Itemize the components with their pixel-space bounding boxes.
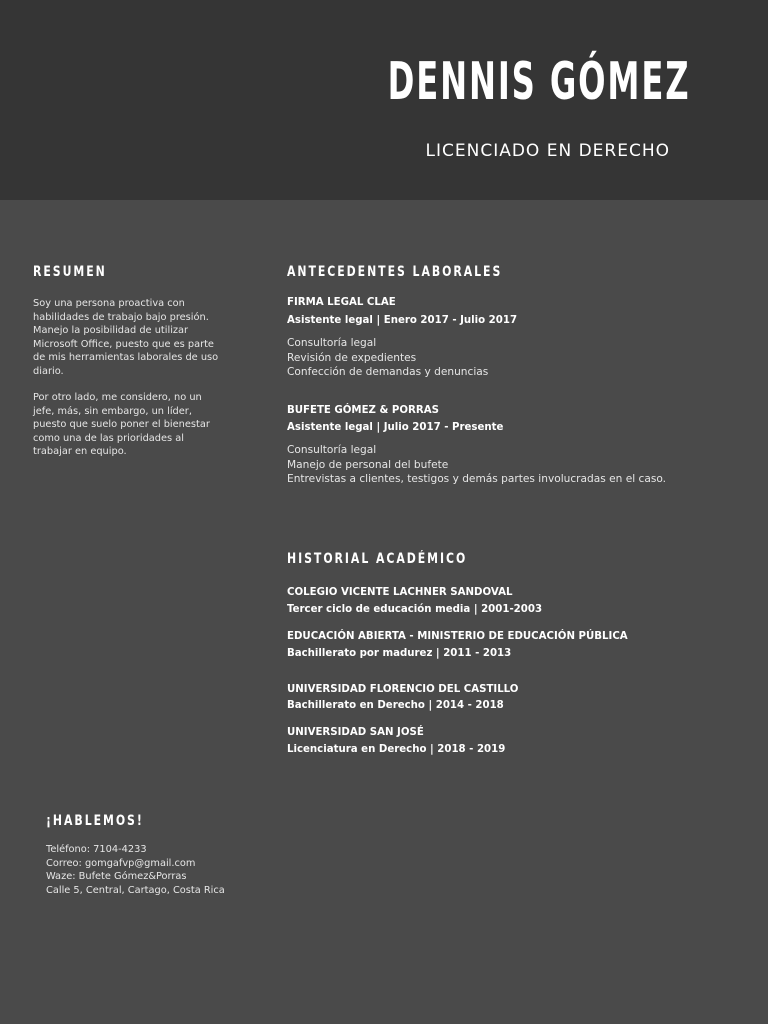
contact-waze: Waze: Bufete Gómez&Porras [46, 871, 187, 883]
job-2-duty: Entrevistas a clientes, testigos y demás partes involucradas en el caso. [287, 473, 667, 486]
academico-heading: HISTORIAL ACADÉMICO [287, 551, 468, 567]
job-2-org: BUFETE GÓMEZ & PORRAS [287, 405, 439, 416]
job-2-duties [287, 443, 666, 487]
edu-4-degree: Licenciatura en Derecho | 2018 - 2019 [287, 744, 506, 755]
candidate-title: LICENCIADO EN DERECHO [425, 141, 670, 161]
job-1-duty: Consultoría legal [287, 337, 377, 349]
contact-email: Correo: gomgafvp@gmail.com [46, 857, 196, 869]
candidate-name: DENNIS GÓMEZ [387, 52, 690, 112]
job-1-org: FIRMA LEGAL CLAE [287, 297, 396, 308]
job-1-role: Asistente legal | Enero 2017 - Julio 2017 [287, 315, 518, 326]
job-1-duty: Revisión de expedientes [287, 351, 417, 364]
job-1-duties [287, 336, 488, 380]
laborales-heading: ANTECEDENTES LABORALES [287, 264, 503, 280]
resumen-paragraph-2: Por otro lado, me considero, no un jefe, más, sin embargo, un líder, puesto que suelo poner el bienestar como una de las prioridades al trabajar en equipo. [33, 392, 210, 458]
resumen-heading: RESUMEN [33, 264, 107, 280]
edu-2-org: EDUCACIÓN ABIERTA - MINISTERIO DE EDUCACIÓN PÚBLICA [287, 631, 628, 642]
resumen-paragraph-1: Soy una persona proactiva con habilidades de trabajo bajo presión. Manejo la posibilidad de utilizar Microsoft Office, puesto que es parte de mis herramientas laborales de uso diario. [33, 298, 219, 377]
edu-2-degree: Bachillerato por madurez | 2011 - 2013 [287, 648, 512, 659]
edu-1-org: COLEGIO VICENTE LACHNER SANDOVAL [287, 587, 513, 598]
edu-3-org: UNIVERSIDAD FLORENCIO DEL CASTILLO [287, 684, 519, 695]
contact-phone: Teléfono: 7104-4233 [46, 844, 147, 855]
contacto-heading: ¡HABLEMOS! [46, 813, 144, 829]
contact-address: Calle 5, Central, Cartago, Costa Rica [46, 884, 225, 896]
edu-1-degree: Tercer ciclo de educación media | 2001-2003 [287, 604, 543, 615]
job-2-duty: Consultoría legal [287, 444, 377, 456]
contact-info [46, 843, 225, 897]
job-2-role: Asistente legal | Julio 2017 - Presente [287, 422, 504, 433]
job-2-duty: Manejo de personal del bufete [287, 458, 449, 471]
job-1-duty: Confección de demandas y denuncias [287, 366, 489, 379]
edu-3-degree: Bachillerato en Derecho | 2014 - 2018 [287, 700, 504, 711]
header-banner [0, 0, 768, 200]
edu-4-org: UNIVERSIDAD SAN JOSÉ [287, 727, 424, 738]
